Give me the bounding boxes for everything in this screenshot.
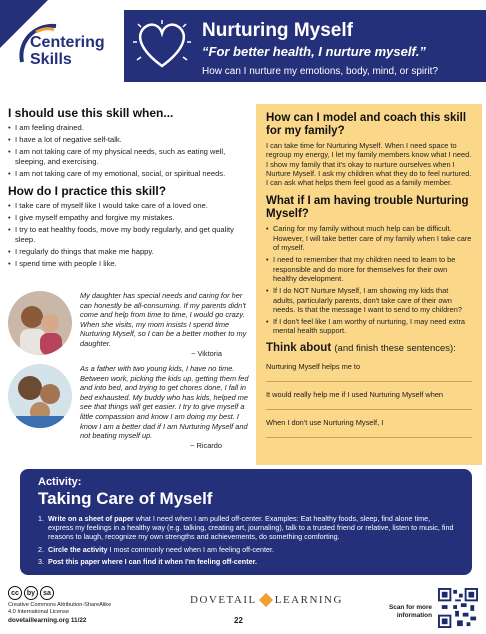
list-item: • I take care of myself like I would take care of a loved one. (8, 201, 248, 210)
model-text: I can take time for Nurturing Myself. When I need space to regroup my energy, I let my family members know what I need. I show my family that it's okay to nurture ourselves when I Nurture Myself. I ask my children what they do to feel nurtured. I can ask what helps them feel good as a family member. (266, 141, 472, 188)
brand-left: DOVETAIL (190, 594, 257, 606)
brand-right: LEARNING (274, 594, 343, 606)
think-heading (266, 342, 472, 354)
page-subtitle: “For better health, I nurture myself.” (202, 44, 426, 59)
think-prompt-2[interactable]: It would really help me if I used Nurturing Myself when (266, 390, 472, 410)
quote-body: As a father with two young kids, I have no time. Between work, picking the kids up, getting them fed and into bed, and trying to get chores done, I fall in bed exhausted. My buddy who has kids, helped me see that things will get easier. I try to give myself a little compassion and know I am doing my best. I know I am a better dad if I am Nurturing Myself and not beating myself up. (80, 364, 249, 441)
list-item: • I spend time with people I like. (8, 259, 248, 268)
scan-text: Scan for more information (389, 604, 432, 619)
trouble-heading: What if I am having trouble Nurturing Myself? (266, 195, 469, 221)
list-item: • If I don't feel like I am worthy of nurturing, I may need extra mental health support. (266, 317, 472, 336)
practice-heading: How do I practice this skill? (8, 184, 167, 199)
activity-title: Taking Care of Myself (38, 489, 213, 508)
footer-url[interactable]: dovetaillearning.org 11/22 (8, 617, 87, 624)
think-prompt-1[interactable]: Nurturing Myself helps me to (266, 362, 472, 382)
page-title: Nurturing Myself (202, 20, 353, 41)
step-number: 3. (38, 556, 44, 566)
coach-panel (256, 104, 482, 465)
dovetail-logo (190, 594, 343, 606)
activity-steps (38, 514, 454, 566)
activity-step (38, 557, 454, 566)
by-icon: by (24, 586, 38, 600)
page-question: How can I nurture my emotions, body, mind, or spirit? (202, 66, 439, 77)
trouble-list (266, 224, 472, 335)
page-footer (0, 586, 486, 634)
photo-mother-child (8, 291, 72, 355)
heart-icon (132, 18, 192, 74)
photo-father-kids (8, 364, 72, 428)
step-number: 1. (38, 514, 44, 523)
list-item: • I am feeling drained. (8, 123, 248, 132)
page-header (0, 0, 486, 88)
centering-skills-logo (0, 0, 120, 88)
quote-body: My daughter has special needs and caring for her can honestly be all-consuming. If my parents didn't come and help from time to time, I would go crazy. When she visits, my mom insists I spend time Nurturing Myself, so I can be a better mother to my daughter. (80, 291, 247, 348)
quote-text (80, 291, 254, 358)
title-banner (124, 10, 486, 82)
step-number: 2. (38, 544, 44, 554)
quote-author: ~ Viktoria (191, 348, 222, 358)
list-item: • I try to eat healthy foods, move my body regularly, and get quality sleep. (8, 225, 248, 243)
list-item: • I am not taking care of my emotional, social, or spiritual needs. (8, 169, 248, 178)
activity-box (20, 469, 472, 575)
list-item: • I need to remember that my children need to learn to be responsible and do more for themselves for their own healthy development. (266, 255, 472, 283)
list-item: • I give myself empathy and forgive my mistakes. (8, 213, 248, 222)
cc-icon: cc (8, 586, 22, 600)
logo-text (30, 34, 105, 68)
list-item: • I regularly do things that make me happy. (8, 247, 248, 256)
step-bold: Write on a sheet of paper (48, 514, 134, 523)
logo-line2: Skills (30, 51, 72, 68)
step-text: what I need when I am pulled off-center. Examples: Eat healthy foods, sleep, find alone time, express my feelings in a healthy way (e.g. talking, creating art, journaling), talk to a trusted friend or relative, listen to music, find reasons to laugh, recognize my own strengths and achievements, do something comforting. (48, 514, 454, 542)
logo-line1: Centering (30, 34, 105, 51)
left-column (8, 106, 248, 271)
quote-text (80, 364, 254, 450)
think-note: (and finish these sentences): (334, 342, 456, 354)
step-bold: Post this paper where I can find it when I'm feeling off-center. (48, 556, 257, 566)
use-when-list (8, 123, 248, 178)
cc-icons (8, 586, 118, 600)
step-bold: Circle the activity (48, 544, 108, 554)
activity-label: Activity: (38, 476, 82, 488)
list-item: • I am not taking care of my physical needs, such as eating well, sleeping, and exercising. (8, 147, 248, 165)
list-item: • If I do NOT Nurture Myself, I am showing my kids that adults, particularly parents, don't take care of their own needs. Is that the message I want to send to my children? (266, 286, 472, 314)
page-number: 22 (234, 616, 243, 625)
list-item: • I have a lot of negative self-talk. (8, 135, 248, 144)
list-item: • Caring for my family without much help can be difficult. However, I will take better care of my family when I take care of myself. (266, 224, 472, 252)
model-heading: How can I model and coach this skill for my family? (266, 112, 467, 137)
qr-code-icon[interactable] (438, 588, 478, 628)
license-block (8, 586, 118, 624)
think-label: Think about (266, 341, 332, 354)
use-when-heading: I should use this skill when... (8, 106, 174, 120)
activity-step (38, 545, 454, 554)
license-text: Creative Commons Attribution-ShareAlike 4.0 International License (8, 602, 112, 615)
think-prompt-3[interactable]: When I don't use Nurturing Myself, I (266, 418, 472, 438)
practice-list (8, 201, 248, 268)
step-text: I most commonly need when I am feeling off-center. (107, 544, 274, 554)
sa-icon: sa (40, 586, 54, 600)
quote-author: ~ Ricardo (190, 440, 222, 450)
activity-step (38, 514, 454, 542)
dovetail-mark-icon (259, 593, 273, 607)
